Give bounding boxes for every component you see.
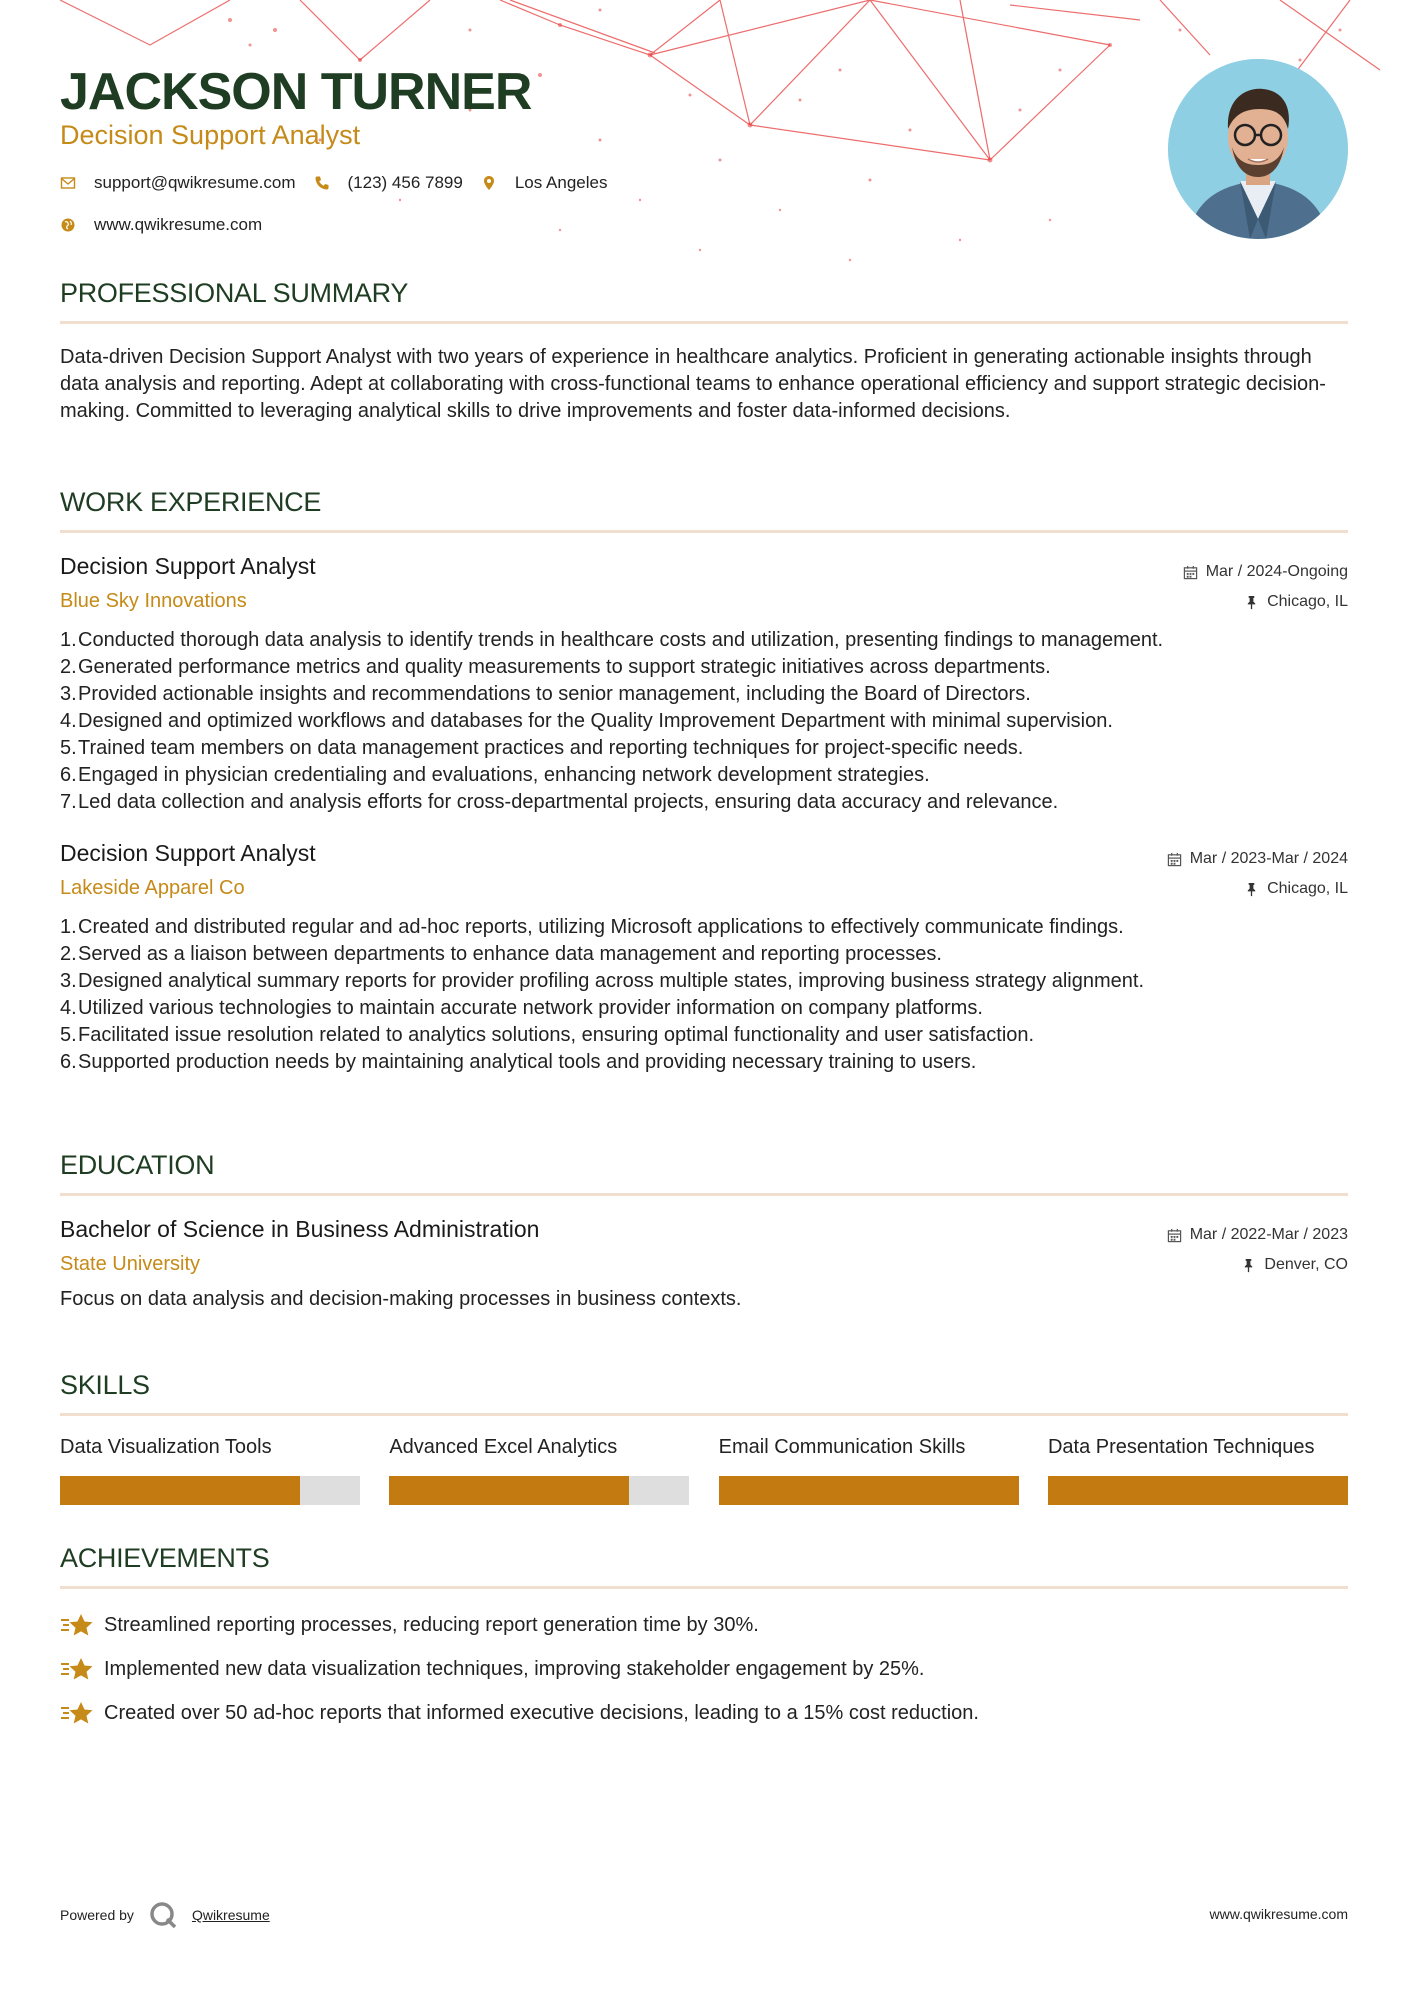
education-description: Focus on data analysis and decision-making processes in business contexts. (60, 1288, 742, 1310)
skill-level-bar (1048, 1476, 1348, 1505)
achievements-heading: ACHIEVEMENTS (60, 1543, 270, 1573)
skill-level-fill (1048, 1476, 1348, 1505)
education-location-text: Denver, CO (1264, 1256, 1348, 1273)
summary-section (60, 278, 1348, 425)
star-achievement-icon (60, 1656, 94, 1682)
summary-text: Data-driven Decision Support Analyst with two years of experience in healthcare analytics. Proficient in generating actionable insights through data analysis and reporting. Adept at collaborating with cross-functional teams to enhance operational efficiency and support strategic decision-making. Committed to leveraging analytical skills to drive improvements and foster data-informed decisions. (60, 346, 1326, 422)
experience-section (60, 487, 1348, 1076)
list-item: 6. Supported production needs by maintaining analytical tools and providing necessary training to users. (60, 1051, 977, 1073)
email-text: support@qwikresume.com (94, 173, 296, 192)
education-meta (1167, 1220, 1348, 1280)
star-achievement-icon (60, 1700, 94, 1726)
list-item: 2. Generated performance metrics and quality measurements to support strategic initiatives across departments. (60, 656, 1051, 678)
list-item: 3. Provided actionable insights and recommendations to senior management, including the Board of Directors. (60, 683, 1031, 705)
achievements-section (60, 1543, 1348, 1735)
job-title: Decision Support Analyst (60, 840, 316, 866)
job-dates (1167, 844, 1348, 874)
list-item: 4. Designed and optimized workflows and databases for the Quality Improvement Department with minimal supervision. (60, 710, 1113, 732)
powered-by (60, 1900, 270, 1930)
skill-level-bar (60, 1476, 360, 1505)
resume-header (60, 0, 1348, 250)
section-divider (60, 1586, 1348, 1589)
list-item: Streamlined reporting processes, reducing report generation time by 30%. (60, 1603, 1348, 1647)
globe-icon (60, 217, 76, 233)
job-bullets (60, 914, 1348, 1076)
degree-title: Bachelor of Science in Business Administration (60, 1216, 540, 1242)
skill-level-fill (60, 1476, 300, 1505)
job-bullets (60, 627, 1348, 816)
job-meta (1183, 557, 1348, 617)
phone-icon (314, 175, 330, 191)
map-pin-icon (481, 175, 497, 191)
resume-page (60, 0, 1348, 1724)
skills-section (60, 1370, 1348, 1505)
list-item: 1. Created and distributed regular and ad-hoc reports, utilizing Microsoft applications to effectively communicate findings. (60, 916, 1124, 938)
calendar-icon (1183, 565, 1198, 580)
achievements-list (60, 1603, 1348, 1735)
summary-heading: PROFESSIONAL SUMMARY (60, 278, 409, 308)
skill-item (1048, 1436, 1348, 1505)
pushpin-icon (1244, 882, 1259, 897)
job-location-text: Chicago, IL (1267, 593, 1348, 610)
profile-photo (1168, 59, 1348, 239)
list-item: 5. Facilitated issue resolution related to analytics solutions, ensuring optimal functionality and user satisfaction. (60, 1024, 1035, 1046)
pushpin-icon (1244, 595, 1259, 610)
contact-location (481, 173, 608, 193)
experience-heading: WORK EXPERIENCE (60, 487, 322, 517)
list-item: 2. Served as a liaison between departments to enhance data management and reporting processes. (60, 943, 942, 965)
skill-name: Data Visualization Tools (60, 1436, 272, 1458)
job-location (1183, 587, 1348, 617)
calendar-icon (1167, 1228, 1182, 1243)
skill-level-bar (389, 1476, 689, 1505)
star-achievement-icon (60, 1612, 94, 1638)
skill-level-bar (719, 1476, 1019, 1505)
section-divider (60, 1413, 1348, 1416)
skill-level-fill (389, 1476, 629, 1505)
footer-url[interactable]: www.qwikresume.com (1209, 1906, 1348, 1922)
education-entry (60, 1216, 1348, 1311)
job-company: Lakeside Apparel Co (60, 877, 245, 899)
job-location-text: Chicago, IL (1267, 880, 1348, 897)
page-footer (60, 1900, 1348, 1930)
qwikresume-logo-icon (148, 1900, 178, 1930)
skill-name: Data Presentation Techniques (1047, 1436, 1315, 1458)
candidate-name: JACKSON TURNER (60, 63, 532, 121)
contact-website[interactable] (60, 215, 262, 235)
contact-row (60, 173, 625, 193)
job-dates (1183, 557, 1348, 587)
contact-email[interactable] (60, 173, 296, 193)
job-location (1167, 874, 1348, 904)
website-text: www.qwikresume.com (94, 215, 263, 234)
job-entry (60, 553, 1348, 816)
list-item: 3. Designed analytical summary reports for provider profiling across multiple states, improving business strategy alignment. (60, 970, 1145, 992)
section-divider (60, 321, 1348, 324)
phone-text: (123) 456 7899 (347, 173, 463, 192)
education-section (60, 1150, 1348, 1311)
education-location (1167, 1250, 1348, 1280)
location-text: Los Angeles (514, 173, 608, 192)
skill-name: Email Communication Skills (718, 1436, 966, 1458)
education-dates (1167, 1220, 1348, 1250)
job-dates-text: Mar / 2024-Ongoing (1205, 563, 1348, 580)
pushpin-icon (1241, 1258, 1256, 1273)
section-divider (60, 1193, 1348, 1196)
skill-item (719, 1436, 1019, 1505)
candidate-role: Decision Support Analyst (60, 120, 361, 150)
job-meta (1167, 844, 1348, 904)
contact-phone[interactable] (314, 173, 463, 193)
job-title: Decision Support Analyst (60, 553, 316, 579)
qwikresume-link[interactable]: Qwikresume (191, 1907, 270, 1923)
list-item: 5. Trained team members on data management practices and reporting techniques for project-specific needs. (60, 737, 1024, 759)
list-item: 7. Led data collection and analysis efforts for cross-departmental projects, ensuring data accuracy and relevance. (60, 791, 1059, 813)
list-item: Implemented new data visualization techniques, improving stakeholder engagement by 25%. (60, 1647, 1348, 1691)
calendar-icon (1167, 852, 1182, 867)
list-item: Created over 50 ad-hoc reports that informed executive decisions, leading to a 15% cost reduction. (60, 1691, 1348, 1735)
job-entry (60, 840, 1348, 1076)
powered-by-label: Powered by (60, 1907, 134, 1923)
skills-heading: SKILLS (60, 1370, 150, 1400)
envelope-icon (60, 175, 76, 191)
section-divider (60, 530, 1348, 533)
skills-list (60, 1436, 1348, 1505)
education-heading: EDUCATION (60, 1150, 215, 1180)
list-item: 4. Utilized various technologies to maintain accurate network provider information on company platforms. (60, 997, 983, 1019)
school-name: State University (60, 1253, 201, 1275)
contact-row-website (60, 215, 280, 235)
skill-level-fill (719, 1476, 1019, 1505)
education-dates-text: Mar / 2022-Mar / 2023 (1189, 1226, 1348, 1243)
list-item: 1. Conducted thorough data analysis to identify trends in healthcare costs and utilization, presenting findings to management. (60, 629, 1164, 651)
skill-item (389, 1436, 689, 1505)
job-dates-text: Mar / 2023-Mar / 2024 (1189, 850, 1348, 867)
job-company: Blue Sky Innovations (60, 590, 247, 612)
skill-name: Advanced Excel Analytics (389, 1436, 618, 1458)
skill-item (60, 1436, 360, 1505)
list-item: 6. Engaged in physician credentialing and evaluations, enhancing network development strategies. (60, 764, 930, 786)
